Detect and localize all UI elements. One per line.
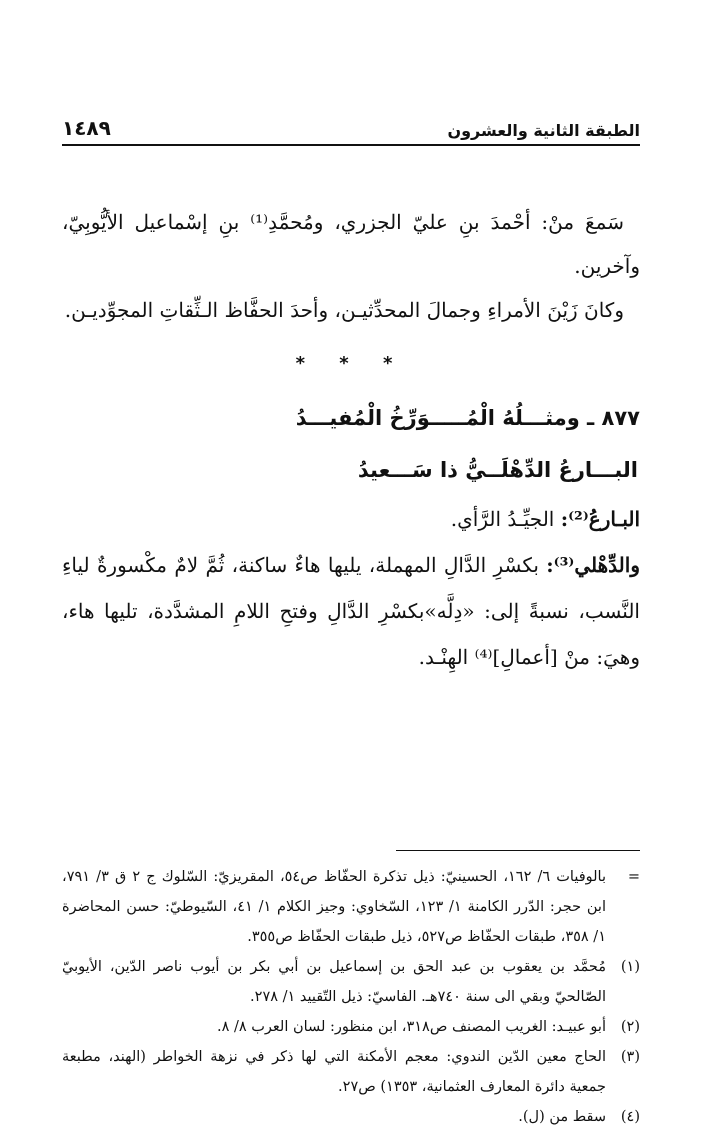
footnote-2: [62, 1012, 640, 1042]
gloss-term: والدِّهْلي⁽³⁾:: [546, 553, 640, 577]
page-number: ١٤٨٩: [62, 116, 111, 140]
gloss-item-dihli: [62, 542, 640, 680]
gloss-definition: بكسْرِ الدَّالِ المهملة، يليها هاءٌ ساكنة، ثُمَّ لامٌ مكْسورةٌ لياءِ النَّسب، نسبةً إلى: «دِلَّه»بكسْرِ الدَّالِ وفتحِ اللامِ المشدَّدة، تليها هاء، وهيَ: منْ [أعمالِ]⁽⁴⁾ الهِنْـد.: [62, 553, 640, 669]
footnotes: [62, 862, 640, 1132]
footnote-divider: [396, 850, 640, 851]
section-separator: * * *: [295, 353, 407, 374]
gloss-item-albari: [62, 496, 640, 542]
book-page: [62, 110, 640, 1125]
footnote-3: [62, 1042, 640, 1102]
footnote-4: [62, 1102, 640, 1132]
gloss-term: البـارعُ⁽²⁾:: [560, 507, 640, 531]
footnote-marker: (٢): [620, 1019, 640, 1035]
footnote-text: سقط من (ل).: [518, 1109, 606, 1125]
gloss-section: [62, 496, 640, 680]
footnote-marker: (١): [620, 959, 640, 975]
footnote-marker: (٣): [620, 1049, 640, 1065]
paragraph-heard-from: سَمعَ منْ: أحْمدَ بنِ عليّ الجزري، ومُحمَّدِ⁽¹⁾ بنِ إسْماعيل الأيُّوبِيّ، وآخرين.: [62, 210, 640, 278]
running-title: الطبقة الثانية والعشرون: [447, 121, 640, 140]
main-text: [62, 200, 640, 332]
footnote-1: [62, 952, 640, 1012]
page-header: [62, 110, 640, 146]
paragraph-description: وكانَ زَيْنَ الأمراءِ وجمالَ المحدِّثيـن، وأحدَ الحفَّاظ الـثِّقاتِ المجوِّديـن.: [64, 298, 624, 322]
footnote-text: أبو عبيـد: الغريب المصنف ص٣١٨، ابن منظور: لسان العرب ٨/ ٨.: [216, 1019, 606, 1035]
footnote-text: مُحمَّد بن يعقوب بن عبد الحق بن إسماعيل بن أبي بكر بن أيوب ناصر الدّين، الأيوبيّ الصّالحيّ وبقي الى سنة ٧٤٠هـ. الفاسيّ: ذيل التّقييد ١/ ٢٧٨.: [62, 959, 606, 1005]
footnote-continued: [62, 862, 640, 952]
footnote-text: الحاج معين الدّين الندوي: معجم الأمكنة التي لها ذكر في نزهة الخواطر (الهند، مطبعة جمعية دائرة المعارف العثمانية، ١٣٥٣) ص٢٧.: [62, 1049, 606, 1095]
footnote-text: بالوفيات ٦/ ١٦٢، الحسينيّ: ذيل تذكرة الحفّاظ ص٥٤، المقريزيّ: السّلوك ج ٢ ق ٣/ ٧٩١، ابن حجر: الدّرر الكامنة ١/ ١٢٣، السّخاوي: وجيز الكلام ١/ ٤١، السّيوطيّ: حسن المحاضرة ١/ ٣٥٨، طبقات الحفّاظ ص٥٢٧، ذيل طبقات الحفّاظ ص٣٥٥.: [62, 869, 607, 945]
gloss-definition: الجيِّـدُ الرَّأي.: [450, 507, 561, 531]
footnote-marker: =: [627, 869, 640, 885]
verse-title: ٨٧٧ ـ ومثـــلُهُ الْمُـــــوَرِّخُ الْمُفيـــدُ: [295, 406, 640, 430]
verse-subtitle: البـــارعُ الدِّهْلَــيُّ ذا سَـــعيدُ: [357, 458, 638, 482]
footnote-marker: (٤): [620, 1109, 640, 1125]
